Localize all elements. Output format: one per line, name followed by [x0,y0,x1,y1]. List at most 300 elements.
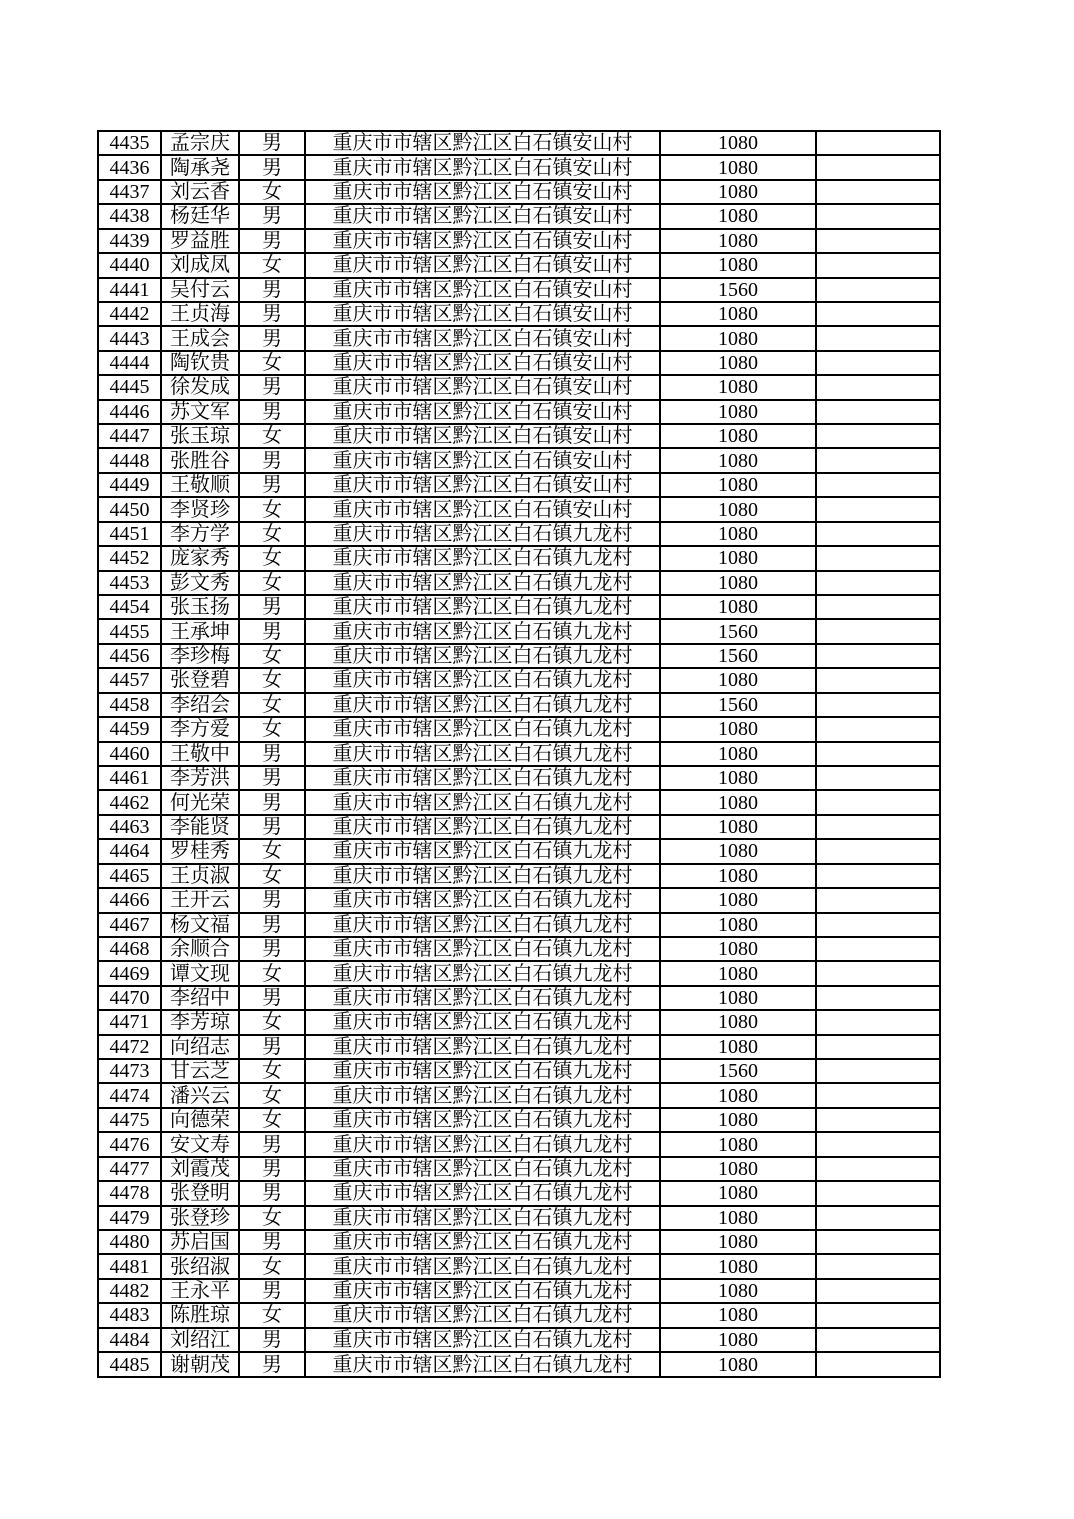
amount-cell: 1560 [660,1059,816,1083]
note-cell [816,1352,940,1377]
name-cell: 张绍淑 [161,1254,239,1278]
address-cell: 重庆市市辖区黔江区白石镇九龙村 [305,1108,660,1132]
gender-cell: 男 [239,619,305,643]
note-cell [816,180,940,204]
gender-cell: 男 [239,913,305,937]
note-cell [816,693,940,717]
table-row [98,1254,940,1278]
table-row [98,619,940,643]
serial-number-cell: 4458 [98,693,161,717]
name-cell: 张登明 [161,1181,239,1205]
address-cell: 重庆市市辖区黔江区白石镇九龙村 [305,1059,660,1083]
table-row [98,571,940,595]
gender-cell: 女 [239,1108,305,1132]
name-cell: 张登碧 [161,668,239,692]
name-cell: 苏启国 [161,1230,239,1254]
amount-cell: 1080 [660,155,816,179]
serial-number-cell: 4479 [98,1206,161,1230]
address-cell: 重庆市市辖区黔江区白石镇九龙村 [305,961,660,985]
note-cell [816,1083,940,1107]
note-cell [816,302,940,326]
name-cell: 李芳洪 [161,766,239,790]
address-cell: 重庆市市辖区黔江区白石镇安山村 [305,473,660,497]
address-cell: 重庆市市辖区黔江区白石镇九龙村 [305,1181,660,1205]
gender-cell: 男 [239,1035,305,1059]
address-cell: 重庆市市辖区黔江区白石镇九龙村 [305,1254,660,1278]
table-row [98,1059,940,1083]
address-cell: 重庆市市辖区黔江区白石镇九龙村 [305,717,660,741]
table-row [98,204,940,228]
address-cell: 重庆市市辖区黔江区白石镇安山村 [305,424,660,448]
name-cell: 王贞海 [161,302,239,326]
table-row [98,180,940,204]
address-cell: 重庆市市辖区黔江区白石镇九龙村 [305,693,660,717]
gender-cell: 男 [239,1132,305,1156]
gender-cell: 男 [239,742,305,766]
gender-cell: 男 [239,790,305,814]
amount-cell: 1080 [660,1206,816,1230]
serial-number-cell: 4441 [98,278,161,302]
table-row [98,229,940,253]
table-row [98,913,940,937]
serial-number-cell: 4454 [98,595,161,619]
name-cell: 苏文军 [161,400,239,424]
amount-cell: 1080 [660,204,816,228]
serial-number-cell: 4450 [98,497,161,521]
address-cell: 重庆市市辖区黔江区白石镇九龙村 [305,1279,660,1303]
serial-number-cell: 4436 [98,155,161,179]
note-cell [816,790,940,814]
name-cell: 何光荣 [161,790,239,814]
gender-cell: 女 [239,644,305,668]
note-cell [816,839,940,863]
name-cell: 王敬顺 [161,473,239,497]
amount-cell: 1080 [660,546,816,570]
amount-cell: 1080 [660,1328,816,1352]
serial-number-cell: 4468 [98,937,161,961]
serial-number-cell: 4457 [98,668,161,692]
serial-number-cell: 4442 [98,302,161,326]
amount-cell: 1080 [660,1108,816,1132]
amount-cell: 1080 [660,1157,816,1181]
note-cell [816,815,940,839]
note-cell [816,1206,940,1230]
note-cell [816,937,940,961]
name-cell: 陶钦贵 [161,351,239,375]
gender-cell: 男 [239,1352,305,1377]
amount-cell: 1080 [660,522,816,546]
address-cell: 重庆市市辖区黔江区白石镇九龙村 [305,888,660,912]
amount-cell: 1080 [660,839,816,863]
amount-cell: 1080 [660,448,816,472]
name-cell: 王贞淑 [161,864,239,888]
address-cell: 重庆市市辖区黔江区白石镇九龙村 [305,595,660,619]
amount-cell: 1080 [660,180,816,204]
amount-cell: 1080 [660,326,816,350]
address-cell: 重庆市市辖区黔江区白石镇九龙村 [305,1083,660,1107]
gender-cell: 女 [239,571,305,595]
address-cell: 重庆市市辖区黔江区白石镇九龙村 [305,644,660,668]
serial-number-cell: 4453 [98,571,161,595]
table-row [98,302,940,326]
amount-cell: 1080 [660,595,816,619]
address-cell: 重庆市市辖区黔江区白石镇九龙村 [305,1230,660,1254]
amount-cell: 1080 [660,790,816,814]
note-cell [816,1254,940,1278]
table-row [98,400,940,424]
address-cell: 重庆市市辖区黔江区白石镇安山村 [305,351,660,375]
serial-number-cell: 4472 [98,1035,161,1059]
table-row [98,546,940,570]
gender-cell: 男 [239,1181,305,1205]
amount-cell: 1560 [660,644,816,668]
amount-cell: 1080 [660,424,816,448]
table-row [98,839,940,863]
address-cell: 重庆市市辖区黔江区白石镇九龙村 [305,815,660,839]
gender-cell: 男 [239,815,305,839]
note-cell [816,155,940,179]
payment-roster-table [97,130,941,1378]
name-cell: 孟宗庆 [161,131,239,155]
name-cell: 张玉琼 [161,424,239,448]
amount-cell: 1080 [660,986,816,1010]
table-row [98,986,940,1010]
note-cell [816,1181,940,1205]
amount-cell: 1080 [660,400,816,424]
gender-cell: 女 [239,693,305,717]
name-cell: 王开云 [161,888,239,912]
amount-cell: 1080 [660,668,816,692]
name-cell: 刘成凤 [161,253,239,277]
serial-number-cell: 4445 [98,375,161,399]
address-cell: 重庆市市辖区黔江区白石镇安山村 [305,204,660,228]
address-cell: 重庆市市辖区黔江区白石镇九龙村 [305,766,660,790]
amount-cell: 1080 [660,473,816,497]
address-cell: 重庆市市辖区黔江区白石镇安山村 [305,131,660,155]
serial-number-cell: 4464 [98,839,161,863]
serial-number-cell: 4448 [98,448,161,472]
serial-number-cell: 4475 [98,1108,161,1132]
note-cell [816,888,940,912]
amount-cell: 1080 [660,571,816,595]
table-row [98,1230,940,1254]
note-cell [816,571,940,595]
address-cell: 重庆市市辖区黔江区白石镇九龙村 [305,619,660,643]
address-cell: 重庆市市辖区黔江区白石镇九龙村 [305,1352,660,1377]
table-row [98,790,940,814]
name-cell: 王永平 [161,1279,239,1303]
gender-cell: 女 [239,1010,305,1034]
address-cell: 重庆市市辖区黔江区白石镇安山村 [305,448,660,472]
name-cell: 王成会 [161,326,239,350]
name-cell: 安文寿 [161,1132,239,1156]
serial-number-cell: 4456 [98,644,161,668]
address-cell: 重庆市市辖区黔江区白石镇九龙村 [305,986,660,1010]
serial-number-cell: 4466 [98,888,161,912]
gender-cell: 男 [239,1157,305,1181]
gender-cell: 男 [239,888,305,912]
note-cell [816,546,940,570]
serial-number-cell: 4481 [98,1254,161,1278]
name-cell: 李方学 [161,522,239,546]
name-cell: 罗益胜 [161,229,239,253]
note-cell [816,1108,940,1132]
address-cell: 重庆市市辖区黔江区白石镇安山村 [305,400,660,424]
table-row [98,1035,940,1059]
note-cell [816,473,940,497]
name-cell: 李贤珍 [161,497,239,521]
amount-cell: 1080 [660,253,816,277]
table-row [98,668,940,692]
name-cell: 甘云芝 [161,1059,239,1083]
table-row [98,351,940,375]
serial-number-cell: 4437 [98,180,161,204]
note-cell [816,326,940,350]
amount-cell: 1080 [660,1303,816,1327]
gender-cell: 女 [239,717,305,741]
name-cell: 王承坤 [161,619,239,643]
serial-number-cell: 4435 [98,131,161,155]
serial-number-cell: 4463 [98,815,161,839]
name-cell: 刘霞茂 [161,1157,239,1181]
amount-cell: 1080 [660,131,816,155]
amount-cell: 1560 [660,693,816,717]
gender-cell: 男 [239,1279,305,1303]
name-cell: 张胜谷 [161,448,239,472]
address-cell: 重庆市市辖区黔江区白石镇九龙村 [305,1010,660,1034]
serial-number-cell: 4446 [98,400,161,424]
gender-cell: 男 [239,155,305,179]
gender-cell: 男 [239,326,305,350]
amount-cell: 1080 [660,1181,816,1205]
name-cell: 余顺合 [161,937,239,961]
name-cell: 彭文秀 [161,571,239,595]
gender-cell: 男 [239,400,305,424]
serial-number-cell: 4476 [98,1132,161,1156]
table-row [98,131,940,155]
serial-number-cell: 4439 [98,229,161,253]
amount-cell: 1080 [660,351,816,375]
address-cell: 重庆市市辖区黔江区白石镇九龙村 [305,522,660,546]
gender-cell: 女 [239,668,305,692]
gender-cell: 男 [239,131,305,155]
table-row [98,1328,940,1352]
address-cell: 重庆市市辖区黔江区白石镇九龙村 [305,839,660,863]
amount-cell: 1080 [660,864,816,888]
note-cell [816,717,940,741]
amount-cell: 1080 [660,742,816,766]
gender-cell: 男 [239,375,305,399]
note-cell [816,644,940,668]
note-cell [816,668,940,692]
name-cell: 李能贤 [161,815,239,839]
address-cell: 重庆市市辖区黔江区白石镇安山村 [305,302,660,326]
note-cell [816,448,940,472]
gender-cell: 男 [239,473,305,497]
address-cell: 重庆市市辖区黔江区白石镇安山村 [305,326,660,350]
note-cell [816,1157,940,1181]
amount-cell: 1080 [660,1083,816,1107]
note-cell [816,619,940,643]
serial-number-cell: 4449 [98,473,161,497]
note-cell [816,204,940,228]
name-cell: 向绍志 [161,1035,239,1059]
amount-cell: 1560 [660,278,816,302]
note-cell [816,522,940,546]
note-cell [816,351,940,375]
gender-cell: 女 [239,546,305,570]
table-row [98,815,940,839]
serial-number-cell: 4471 [98,1010,161,1034]
table-row [98,864,940,888]
gender-cell: 男 [239,766,305,790]
gender-cell: 男 [239,595,305,619]
table-row [98,937,940,961]
table-row [98,1108,940,1132]
note-cell [816,961,940,985]
note-cell [816,913,940,937]
gender-cell: 男 [239,1230,305,1254]
serial-number-cell: 4465 [98,864,161,888]
name-cell: 向德荣 [161,1108,239,1132]
note-cell [816,497,940,521]
name-cell: 庞家秀 [161,546,239,570]
table-row [98,326,940,350]
table-row [98,375,940,399]
gender-cell: 女 [239,839,305,863]
serial-number-cell: 4462 [98,790,161,814]
gender-cell: 女 [239,522,305,546]
note-cell [816,1279,940,1303]
note-cell [816,742,940,766]
address-cell: 重庆市市辖区黔江区白石镇九龙村 [305,913,660,937]
serial-number-cell: 4477 [98,1157,161,1181]
note-cell [816,1010,940,1034]
note-cell [816,1132,940,1156]
address-cell: 重庆市市辖区黔江区白石镇九龙村 [305,937,660,961]
note-cell [816,864,940,888]
serial-number-cell: 4474 [98,1083,161,1107]
table-row [98,693,940,717]
note-cell [816,229,940,253]
table-row [98,888,940,912]
gender-cell: 女 [239,1206,305,1230]
gender-cell: 女 [239,253,305,277]
name-cell: 李珍梅 [161,644,239,668]
gender-cell: 女 [239,961,305,985]
address-cell: 重庆市市辖区黔江区白石镇九龙村 [305,1206,660,1230]
name-cell: 陈胜琼 [161,1303,239,1327]
serial-number-cell: 4473 [98,1059,161,1083]
table-row [98,1352,940,1377]
amount-cell: 1080 [660,913,816,937]
note-cell [816,424,940,448]
table-body [98,131,940,1377]
serial-number-cell: 4480 [98,1230,161,1254]
name-cell: 潘兴云 [161,1083,239,1107]
address-cell: 重庆市市辖区黔江区白石镇安山村 [305,375,660,399]
gender-cell: 男 [239,278,305,302]
address-cell: 重庆市市辖区黔江区白石镇安山村 [305,278,660,302]
serial-number-cell: 4459 [98,717,161,741]
serial-number-cell: 4470 [98,986,161,1010]
note-cell [816,400,940,424]
gender-cell: 男 [239,986,305,1010]
serial-number-cell: 4467 [98,913,161,937]
address-cell: 重庆市市辖区黔江区白石镇九龙村 [305,864,660,888]
serial-number-cell: 4452 [98,546,161,570]
note-cell [816,986,940,1010]
gender-cell: 男 [239,937,305,961]
amount-cell: 1080 [660,229,816,253]
address-cell: 重庆市市辖区黔江区白石镇九龙村 [305,571,660,595]
address-cell: 重庆市市辖区黔江区白石镇安山村 [305,497,660,521]
address-cell: 重庆市市辖区黔江区白石镇九龙村 [305,790,660,814]
name-cell: 张登珍 [161,1206,239,1230]
table-row [98,1083,940,1107]
serial-number-cell: 4444 [98,351,161,375]
note-cell [816,1328,940,1352]
table-row [98,766,940,790]
serial-number-cell: 4455 [98,619,161,643]
address-cell: 重庆市市辖区黔江区白石镇九龙村 [305,742,660,766]
amount-cell: 1080 [660,1352,816,1377]
address-cell: 重庆市市辖区黔江区白石镇九龙村 [305,1132,660,1156]
table-row [98,424,940,448]
name-cell: 陶承尧 [161,155,239,179]
table-row [98,961,940,985]
address-cell: 重庆市市辖区黔江区白石镇九龙村 [305,668,660,692]
table-row [98,1181,940,1205]
name-cell: 李绍中 [161,986,239,1010]
address-cell: 重庆市市辖区黔江区白石镇九龙村 [305,1303,660,1327]
table-row [98,1279,940,1303]
gender-cell: 女 [239,424,305,448]
amount-cell: 1080 [660,1010,816,1034]
serial-number-cell: 4484 [98,1328,161,1352]
name-cell: 李绍会 [161,693,239,717]
gender-cell: 男 [239,448,305,472]
gender-cell: 女 [239,864,305,888]
table-row [98,448,940,472]
serial-number-cell: 4482 [98,1279,161,1303]
note-cell [816,1035,940,1059]
amount-cell: 1080 [660,1035,816,1059]
name-cell: 王敬中 [161,742,239,766]
address-cell: 重庆市市辖区黔江区白石镇九龙村 [305,1328,660,1352]
table-row [98,742,940,766]
name-cell: 谢朝茂 [161,1352,239,1377]
note-cell [816,375,940,399]
name-cell: 徐发成 [161,375,239,399]
gender-cell: 男 [239,302,305,326]
table-row [98,1157,940,1181]
table-row [98,253,940,277]
table-row [98,522,940,546]
table-row [98,595,940,619]
gender-cell: 男 [239,1328,305,1352]
amount-cell: 1080 [660,1254,816,1278]
table-row [98,155,940,179]
note-cell [816,1230,940,1254]
name-cell: 吴付云 [161,278,239,302]
name-cell: 李芳琼 [161,1010,239,1034]
table-row [98,717,940,741]
amount-cell: 1080 [660,1230,816,1254]
serial-number-cell: 4447 [98,424,161,448]
address-cell: 重庆市市辖区黔江区白石镇九龙村 [305,1035,660,1059]
amount-cell: 1080 [660,766,816,790]
